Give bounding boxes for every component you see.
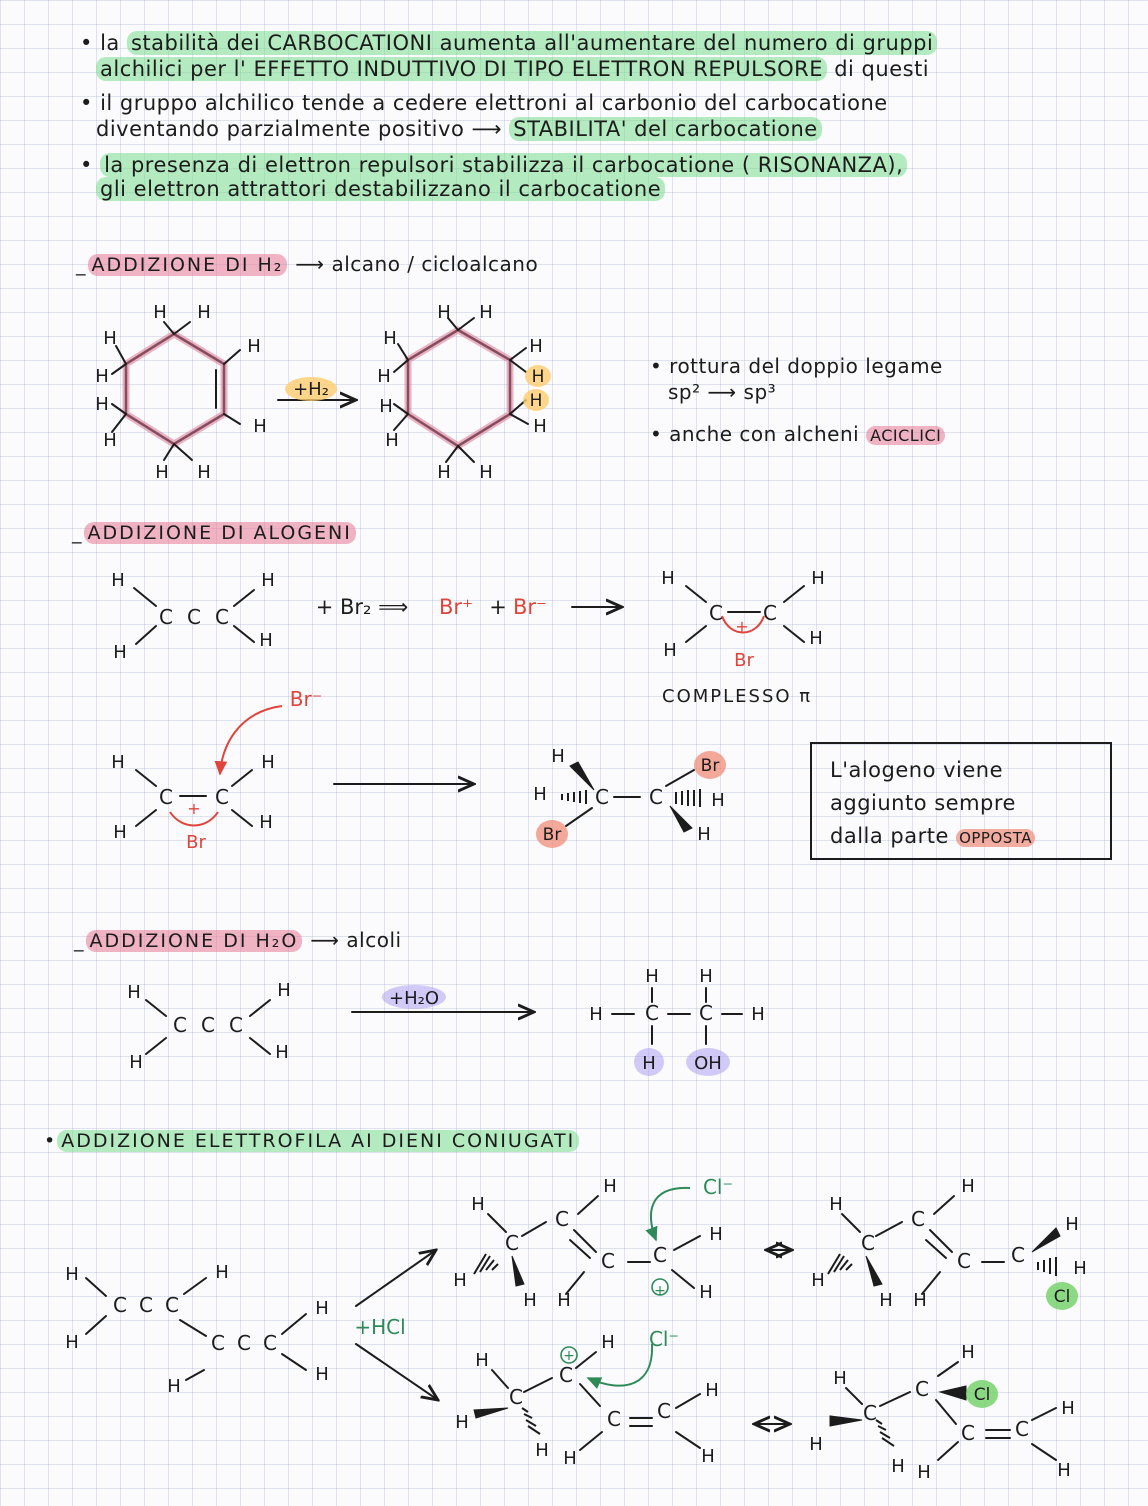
atom-label: H (891, 1456, 905, 1477)
carbon-label: C (861, 1231, 875, 1255)
section-halogens-heading: _ ADDIZIONE DI ALOGENI (72, 522, 356, 544)
atom-label: H (153, 302, 167, 323)
plus-charge: + (735, 617, 749, 636)
bullet-dot: • (80, 91, 101, 115)
atom-label: H (315, 1298, 329, 1319)
carbon-label: C (263, 1331, 277, 1355)
chloride-anion-label: Cl⁻ (648, 1327, 680, 1351)
box-text: dalla parte (830, 824, 957, 848)
added-hydrogen-label: H (531, 367, 545, 387)
carbon-label: C (649, 785, 663, 809)
chloride-anion-label: Cl⁻ (702, 1175, 734, 1199)
atom-label: H (65, 1332, 79, 1353)
cyclohexene-ring (126, 334, 224, 444)
atom-label: H (95, 394, 109, 415)
atom-label: H (1073, 1258, 1087, 1279)
atom-label: H (697, 824, 711, 845)
atom-label: H (111, 752, 125, 773)
plus-charge: + (187, 799, 201, 818)
carbon-label: C (187, 605, 201, 629)
atom-label: H (259, 812, 273, 833)
atom-label: H (523, 1290, 537, 1311)
ring-highlight (408, 330, 510, 446)
atom-label: H (557, 1290, 571, 1311)
atom-label: H (479, 302, 493, 323)
atom-label: H (589, 1004, 603, 1025)
atom-label: H (155, 462, 169, 483)
carbon-label: C (607, 1407, 621, 1431)
carbon-label: C (559, 1363, 573, 1387)
carbon-label: C (211, 1331, 225, 1355)
carbon-label: C (1011, 1243, 1025, 1267)
atom-label: H (811, 1270, 825, 1291)
atom-label: H (261, 752, 275, 773)
section-subtitle: ⟶ alcano / cicloalcano (295, 252, 539, 276)
carbon-label: C (165, 1293, 179, 1317)
carbon-label: C (911, 1207, 925, 1231)
atom-label: H (453, 1270, 467, 1291)
atom-label: H (383, 328, 397, 349)
pi-complex-label: COMPLESSO π (662, 686, 813, 707)
h2-note-2: sp² ⟶ sp³ (668, 380, 777, 404)
carbon-label: C (201, 1013, 215, 1037)
atom-label: H (701, 1446, 715, 1467)
atom-label: H (705, 1380, 719, 1401)
carbon-label: C (863, 1401, 877, 1425)
carbon-label: C (159, 605, 173, 629)
atom-label: H (829, 1194, 843, 1215)
carbon-label: C (709, 601, 723, 625)
ring-highlight (126, 334, 224, 444)
atom-label: H (111, 570, 125, 591)
atom-label: H (379, 396, 393, 417)
carbon-label: C (113, 1293, 127, 1317)
reagent-h2o-label: +H₂O (388, 988, 440, 1009)
section-water-heading: _ ADDIZIONE DI H₂O ⟶ alcoli (74, 928, 402, 952)
bullet-dot: • (80, 31, 101, 55)
carbon-label: C (961, 1421, 975, 1445)
bromine-label: Br (700, 756, 720, 776)
carbocation-charge: + (654, 1283, 666, 1299)
atom-label: H (471, 1194, 485, 1215)
section-title: ADDIZIONE ELETTROFILA AI DIENI CONIUGATI (57, 1130, 579, 1152)
carbon-label: C (509, 1385, 523, 1409)
atom-label: H (961, 1342, 975, 1363)
carbon-label: C (215, 605, 229, 629)
atom-label: H (437, 302, 451, 323)
atom-label: H (1057, 1460, 1071, 1481)
carbon-label: C (215, 785, 229, 809)
hydroxyl-label: OH (694, 1053, 722, 1074)
bullet-text: la (100, 31, 127, 55)
carbon-label: C (763, 601, 777, 625)
atom-label: H (663, 640, 677, 661)
atom-label: H (601, 1332, 615, 1353)
section-dienes-heading: • ADDIZIONE ELETTROFILA AI DIENI CONIUGATI (44, 1130, 579, 1152)
bromine-label: Br (734, 650, 754, 671)
br-cation-label: Br⁺ (438, 595, 474, 619)
atom-label: H (533, 416, 547, 437)
h2-note-1: • rottura del doppio legame (650, 354, 943, 378)
highlight-text: alchilici per l' EFFETTO INDUTTIVO DI TIPO ELETTRON REPULSORE (96, 57, 827, 81)
bullet-text: diventando parzialmente positivo ⟶ (96, 117, 510, 141)
section-h2-heading: _ ADDIZIONE DI H₂ ⟶ alcano / cicloalcano (76, 252, 539, 276)
carbon-label: C (505, 1231, 519, 1255)
box-line-2: aggiunto sempre (830, 791, 1016, 815)
reagent-br2-label: + Br₂ ⟹ (315, 595, 409, 619)
atom-label: H (699, 1282, 713, 1303)
added-hydrogen-label: H (529, 391, 543, 411)
atom-label: H (215, 1262, 229, 1283)
atom-label: H (167, 1376, 181, 1397)
atom-label: H (259, 630, 273, 651)
atom-label: H (699, 966, 713, 987)
note-text: rottura del doppio legame (669, 354, 943, 378)
br-anion-label: Br⁻ (512, 595, 548, 619)
reagent-h2-label: +H₂ (293, 379, 329, 400)
atom-label: H (809, 628, 823, 649)
highlight-text: OPPOSTA (956, 829, 1035, 847)
atom-label: H (645, 966, 659, 987)
atom-label: H (95, 366, 109, 387)
atom-label: H (275, 1042, 289, 1063)
carbon-label: C (159, 785, 173, 809)
section-title: ADDIZIONE DI H₂O (86, 930, 303, 952)
atom-label: H (533, 784, 547, 805)
atom-label: H (113, 642, 127, 663)
section-title: ADDIZIONE DI H₂ (88, 254, 288, 276)
atom-label: H (127, 982, 141, 1003)
atom-label: H (129, 1052, 143, 1073)
carbon-label: C (229, 1013, 243, 1037)
wedge-bond (670, 806, 692, 832)
bromine-label: Br (542, 825, 562, 845)
box-line-1: L'alogeno viene (830, 758, 1004, 782)
highlight-text: ACICLICI (866, 426, 945, 445)
note-text: anche con alcheni (669, 422, 867, 446)
atom-label: H (437, 462, 451, 483)
carbon-label: C (657, 1399, 671, 1423)
carbon-label: C (139, 1293, 153, 1317)
section-title: ADDIZIONE DI ALOGENI (84, 522, 356, 544)
atom-label: H (1061, 1398, 1075, 1419)
atom-label: H (455, 1412, 469, 1433)
atom-label: H (103, 430, 117, 451)
bullet-text: il gruppo alchilico tende a cedere elettroni al carbonio del carbocatione (100, 91, 888, 115)
atom-label: H (751, 1004, 765, 1025)
carbon-label: C (237, 1331, 251, 1355)
atom-label: H (809, 1434, 823, 1455)
atom-label: H (197, 302, 211, 323)
highlight-text: STABILITA' del carbocatione (509, 117, 821, 141)
atom-label: H (65, 1264, 79, 1285)
atom-label: H (833, 1368, 847, 1389)
wedge-bond (570, 762, 594, 790)
atom-label: H (475, 1350, 489, 1371)
highlight-text: la presenza di elettron repulsori stabilizza il carbocatione ( RISONANZA), (100, 153, 907, 177)
atom-label: H (113, 822, 127, 843)
atom-label: H (1065, 1214, 1079, 1235)
atom-label: H (315, 1364, 329, 1385)
atom-label: H (563, 1448, 577, 1469)
bullet-text: di questi (827, 57, 930, 81)
br-anion-label: Br⁻ (289, 687, 323, 711)
atom-label: H (913, 1290, 927, 1311)
carbon-label: C (699, 1001, 713, 1025)
highlight-text: gli elettron attrattori destabilizzano il carbocatione (96, 177, 665, 201)
atom-label: H (479, 462, 493, 483)
carbon-label: C (645, 1001, 659, 1025)
atom-label: H (917, 1462, 931, 1483)
atom-label: H (535, 1440, 549, 1461)
carbon-label: C (1015, 1417, 1029, 1441)
atom-label: H (261, 570, 275, 591)
atom-label: H (277, 980, 291, 1001)
carbon-label: C (653, 1243, 667, 1267)
atom-label: H (711, 790, 725, 811)
carbon-label: C (595, 785, 609, 809)
h2-note-3: • anche con alcheni ACICLICI (650, 422, 945, 446)
bromine-label: Br (186, 832, 206, 853)
highlight-text: stabilità dei CARBOCATIONI aumenta all'aumentare del numero di gruppi (127, 31, 937, 55)
atom-label: H (642, 1053, 656, 1074)
chlorine-label: Cl (1053, 1287, 1071, 1307)
chlorine-label: Cl (973, 1385, 991, 1405)
atom-label: H (603, 1176, 617, 1197)
atom-label: H (961, 1176, 975, 1197)
atom-label: H (551, 746, 565, 767)
atom-label: H (661, 568, 675, 589)
carbon-label: C (173, 1013, 187, 1037)
carbon-label: C (915, 1377, 929, 1401)
atom-label: H (709, 1224, 723, 1245)
bullet-dot: • (80, 153, 101, 177)
plus-sign: + (489, 595, 507, 619)
atom-label: H (247, 336, 261, 357)
atom-label: H (197, 462, 211, 483)
carbon-label: C (601, 1249, 615, 1273)
section-subtitle: ⟶ alcoli (310, 928, 402, 952)
atom-label: H (253, 416, 267, 437)
atom-label: H (811, 568, 825, 589)
carbocation-charge: + (563, 1348, 575, 1364)
atom-label: H (529, 336, 543, 357)
atom-label: H (879, 1290, 893, 1311)
carbon-label: C (555, 1207, 569, 1231)
carbon-label: C (957, 1249, 971, 1273)
reagent-hcl-label: +HCl (354, 1315, 406, 1339)
atom-label: H (377, 366, 391, 387)
atom-label: H (103, 328, 117, 349)
atom-label: H (385, 430, 399, 451)
